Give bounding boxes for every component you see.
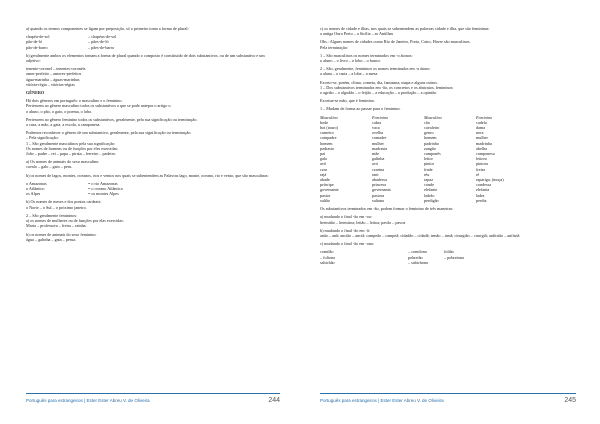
table-cell: homem xyxy=(320,140,333,146)
table-cell: o Amazonas xyxy=(26,180,47,186)
paragraph: c) os nomes de cidade e ilhas, nos quais se subentendem as palavras cidade e ilha, que são femininas: a antiga Ouro Preto – a Sicília – as Antilhas xyxy=(320,26,490,37)
table-cell: compadre xyxy=(320,135,337,141)
table-cell: genro xyxy=(424,130,434,136)
table-cell: – pães-de-barro xyxy=(88,44,115,50)
table-cell: – chapéus-de-sol xyxy=(88,34,117,40)
table-cell: leitora xyxy=(476,156,487,162)
table-cell: sabichão xyxy=(320,259,335,265)
table-cell: = o rio Amazonas xyxy=(88,180,118,186)
table-cell: pão-de-barro xyxy=(26,44,48,50)
table-cell: – foliona xyxy=(320,254,336,260)
paragraph: a) quando os termos componentes se ligam por preposição, só o primeiro toma a forma de plural: xyxy=(26,26,189,31)
table-cell: = o oceano Atlântico xyxy=(88,186,123,192)
paragraph: b) mudando o final -ão em -ã: anão – anã; ancião – anciã; campeão – campeã; cidadão – cidadã; irmão – irmã; cirurgião – cirurgiã; anfitrião – anfitriã. xyxy=(320,227,521,238)
table-cell: avô xyxy=(320,161,327,167)
table-cell: chapéu-de-sol xyxy=(26,34,50,40)
paragraph: c) mudando o final -ão em -ona: xyxy=(320,241,374,247)
paragraph: b) Os nomes de meses e dos pontos cardeais: o Norte – o Sul – o próximo janeiro. xyxy=(26,199,102,210)
table-cell: folião xyxy=(444,249,454,255)
table-cell: pobretão xyxy=(408,254,423,260)
table-cell: Feminino xyxy=(476,114,493,120)
table-cell: conde xyxy=(424,182,434,188)
table-cell: avó xyxy=(372,161,379,167)
table-cell: freira xyxy=(476,166,486,172)
table-cell: czarina xyxy=(372,166,385,172)
table-cell: abadessa xyxy=(372,177,387,183)
table-cell: sultão xyxy=(320,197,331,203)
table-cell: mãe xyxy=(372,151,379,157)
table-cell: cão xyxy=(424,119,430,125)
table-cell: ladra xyxy=(476,192,485,198)
table-cell: pai xyxy=(320,151,326,157)
left-page-footer xyxy=(26,393,280,404)
table-cell: pintor xyxy=(424,161,435,167)
table-cell: mulher xyxy=(372,140,384,146)
table-cell: dama xyxy=(476,125,486,131)
table-cell: carneiro xyxy=(320,130,334,136)
paragraph: b) geralmente ambos os elementos tomam a forma de plural quando o composto é constituído de dois substantivos, ou de um substantivo e um adjetivo: xyxy=(26,52,265,64)
table-cell: rapaz xyxy=(424,177,434,183)
table-cell: perdigão xyxy=(424,197,439,203)
word-table xyxy=(320,249,576,265)
section-heading: GÊNERO xyxy=(26,90,45,96)
table-cell: padrinho xyxy=(424,140,439,146)
table-cell: vaca xyxy=(372,125,380,131)
table-cell: – comilona xyxy=(408,249,427,255)
page-number: 245 xyxy=(564,397,576,404)
table-cell: madrinha xyxy=(476,140,492,146)
table-cell: ovelha xyxy=(372,130,384,136)
table-cell: os Alpes xyxy=(26,191,41,197)
table-cell: czar xyxy=(320,166,327,172)
table-cell: cabra xyxy=(372,119,382,125)
table-cell: padrasto xyxy=(320,145,335,151)
table-cell: mulher xyxy=(476,135,488,141)
table-cell: pão-de-ló xyxy=(26,39,43,45)
word-table xyxy=(320,115,576,203)
paragraph: Podemos reconhecer o gênero de um substantivo, geralmente, pela sua significação ou terminação. – Pela significação: 1 – São geralmente masculinos pela sua significação: Os nomes de homens ou de funções por eles exercidas: João – padre – rei – papa – pirata – ferreiro – padeiro. xyxy=(26,130,192,157)
table-cell: galinha xyxy=(372,156,385,162)
table-cell: princesa xyxy=(372,182,386,188)
table-cell: = os montes Alpes xyxy=(88,191,119,197)
table-cell: ladrão xyxy=(424,192,435,198)
left-page-text xyxy=(26,26,280,245)
right-page-text xyxy=(320,26,576,268)
table-cell: camponês xyxy=(424,151,441,157)
table-cell: comadre xyxy=(372,135,387,141)
table-cell: bode xyxy=(320,119,329,125)
paragraph: Pertencem ao gênero feminino todos os substantivos, geralmente, pela sua significação ou terminação. a casa, a mão, a gata, a escola, a camponesa. xyxy=(26,116,198,128)
table-cell: abelha xyxy=(476,145,487,151)
table-cell: cavaleiro xyxy=(424,125,440,131)
table-cell: rapariga, (moça) xyxy=(476,177,504,183)
word-table xyxy=(26,34,280,50)
table-cell: boi (touro) xyxy=(320,125,339,131)
table-cell: madrasta xyxy=(372,145,388,151)
table-cell: – pães-de-ló xyxy=(88,39,109,45)
table-cell: zangão xyxy=(424,145,436,151)
table-cell: réu xyxy=(424,171,430,177)
table-cell: galo xyxy=(320,156,328,162)
paragraph: 1 – Mudam de forma ao passar para o feminino: xyxy=(320,106,401,112)
right-page xyxy=(300,0,600,424)
table-cell: frade xyxy=(424,166,433,172)
table-cell: comilão xyxy=(320,249,334,255)
paragraph: Excetua-se mão, que é feminino. xyxy=(320,98,375,104)
paragraph: Há dois gêneros em português: o masculino e o feminino. Pertencem ao gênero masculino todos os substantivos a que se pode antepor o artigo o. o aluno, o pão, o gato, o poema, o lobo. xyxy=(26,98,172,114)
paragraph: a) mudando o final -ão em -oa: hermitão – hermitoa; leitão – leitoa; pavão – pavoa xyxy=(320,214,406,225)
table-cell: – sabichona xyxy=(408,259,428,265)
table-cell: governante xyxy=(320,187,339,193)
table-cell: – pobretona xyxy=(444,254,464,260)
page-number: 244 xyxy=(268,397,280,404)
right-page-footer xyxy=(320,393,576,404)
table-cell: elefanta xyxy=(476,187,490,193)
table-cell: perdiz xyxy=(476,197,487,203)
table-cell: condessa xyxy=(476,182,492,188)
paragraph: Obs.: Alguns nomes de cidades como Rio de Janeiro, Porto, Cairo, Havre são masculinos. Pela terminação: xyxy=(320,39,471,50)
paragraph: Exceto-se, porém, clima, cometa, dia, fantasma, mapa e alguns outros. 1 – Dos substantivos terminados em -ão, os concretos e os abstratos, femininos: o agrião – o algodão – o feijão – a educação – a produção – a opinião. xyxy=(320,79,454,96)
paragraph: a) Os nomes de animais do sexo masculino: cavalo – galo – gato – peru. xyxy=(26,159,100,170)
table-cell: o Atlântico xyxy=(26,186,45,192)
table-cell: pastora xyxy=(372,192,385,198)
table-cell: pintora xyxy=(476,161,488,167)
paragraph: 1 – São masculinos os nomes terminados em -o átonos: o aluno – o livro – o lobo – o banco. xyxy=(320,52,413,64)
table-cell: pastor xyxy=(320,192,331,198)
table-cell: homem xyxy=(424,135,437,141)
paragraph: b) os nomes de animais do sexo feminino: água – galinha – gata – perua. xyxy=(26,231,97,242)
table-cell: ré xyxy=(476,171,480,177)
paragraph: 2 – São geralmente femininos: a) os nomes de mulheres ou de funções por elas exercidas: Maria – professora – freira – rainha. xyxy=(26,212,124,229)
table-cell: Feminino xyxy=(372,114,389,120)
paragraph: 2 – São, geralmente, femininos os nomes terminados em -a átono: a alana – a casta – a loba – a mesa. xyxy=(320,66,431,77)
table-cell: cadela xyxy=(476,119,487,125)
footer-credit: Português para estrangeiros | Ester Ester Abreu V. de Oliveira xyxy=(320,398,444,403)
table-cell: governanta xyxy=(372,187,391,193)
table-cell: elefante xyxy=(424,187,438,193)
footer-credit: Português para estrangeiros | Ester Ester Abreu V. de Oliveira xyxy=(26,398,150,403)
paragraph: tenente-coronel – tenentes-coronéis amor-perfeito – amores-perfeitos água-marinha – águas-marinhas vitória-régia – vitórias-régias xyxy=(26,66,86,87)
table-cell: camponesa xyxy=(476,151,495,157)
word-table xyxy=(26,181,280,197)
paragraph: b) os nomes de lagos, montes, oceanos, rios e ventos nos quais se subentendem as Palavras lago, monte, oceano, rio e vento, que são masculinas: xyxy=(26,172,269,178)
table-cell: Masculino xyxy=(424,114,442,120)
table-cell: sultana xyxy=(372,197,384,203)
table-cell: leitor xyxy=(424,156,433,162)
table-cell: rajá xyxy=(320,171,327,177)
table-cell: príncipe xyxy=(320,182,334,188)
paragraph: Os substantivos terminados em -ão, podem formar o feminino de três maneiras: xyxy=(320,206,454,212)
table-cell: abade xyxy=(320,177,330,183)
table-cell: rani xyxy=(372,171,379,177)
table-cell: Masculino xyxy=(320,114,338,120)
table-cell: nora xyxy=(476,130,484,136)
